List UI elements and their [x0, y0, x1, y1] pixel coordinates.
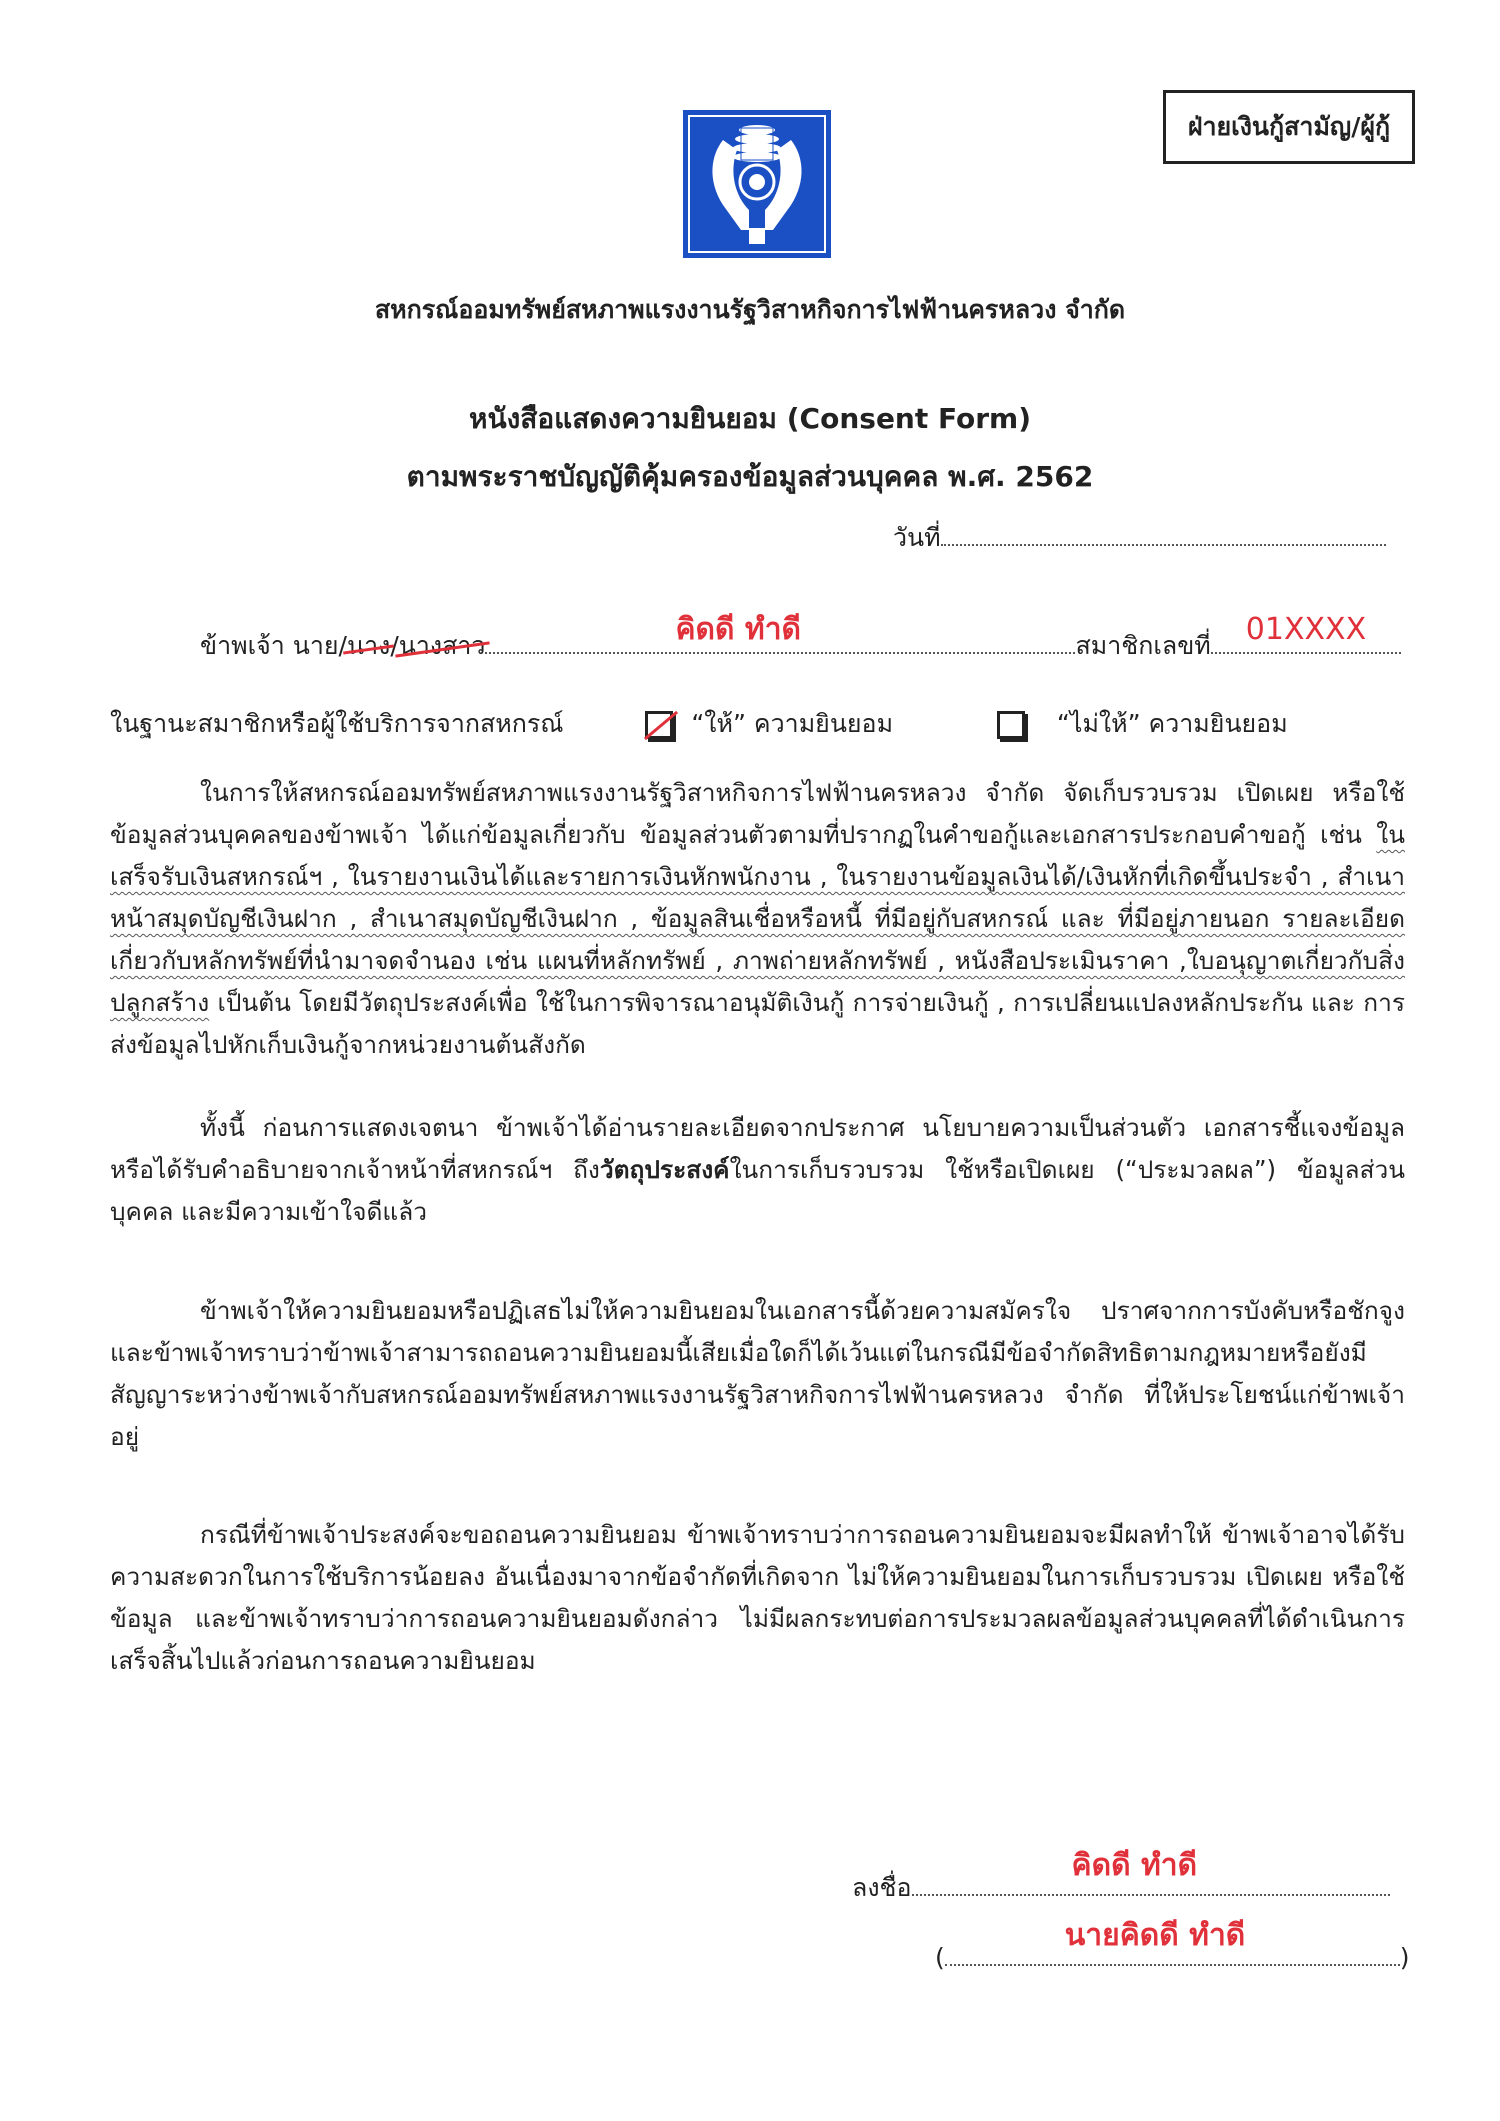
signature-field[interactable] [912, 1848, 1390, 1896]
struck-title-miss: นางสาว [399, 628, 486, 664]
paragraph-data-collection [110, 772, 1405, 1066]
handwritten-name: คิดดี ทำดี [675, 612, 802, 647]
consent-status-label: ในฐานะสมาชิกหรือผู้ใช้บริการจากสหกรณ์ [110, 709, 564, 738]
give-consent-checkbox[interactable] [645, 711, 673, 739]
date-row [893, 520, 1386, 556]
signature-row [852, 1848, 1390, 1906]
handwritten-signature: คิดดี ทำดี [1071, 1848, 1198, 1883]
form-title: หนังสือแสดงความยินยอม (Consent Form) [468, 402, 1032, 435]
handwritten-printed-name: นายคิดดี ทำดี [1064, 1918, 1246, 1953]
paragraph2-purpose-bold: วัตถุประสงค์ [599, 1155, 730, 1184]
applicant-row [200, 612, 1401, 664]
paragraph1-purpose: เป็นต้น โดยมีวัตถุประสงค์เพื่อ ใช้ในการพิจารณาอนุมัติเงินกู้ การจ่ายเงินกู้ , การเปลี่ยนแปลงหลักประกัน และ การส่งข้อมูลไปหักเก็บเงินกู้จากหน่วยงานต้นสังกัด [110, 988, 1405, 1059]
consent-row [110, 706, 1288, 742]
open-paren: ( [935, 1943, 945, 1972]
date-field[interactable] [941, 522, 1386, 546]
handwritten-member-number: 01XXXX [1245, 612, 1367, 647]
close-paren: ) [1399, 1943, 1410, 1972]
paragraph1-examples: ในเสร็จรับเงินสหกรณ์ฯ , ในรายงานเงินได้และรายการเงินหักพนักงาน , ในรายงานข้อมูลเงินได้/เงินหักที่เกิดขึ้นประจำ , สำเนาหน้าสมุดบัญชีเงินฝาก , สำเนาสมุดบัญชีเงินฝาก , ข้อมูลสินเชื่อหรือหนี้ ที่มีอยู่กับสหกรณ์ และ ที่มีอยู่ภายนอก รายละเอียดเกี่ยวกับหลักทรัพย์ที่นำมาจดจำนอง เช่น แผนที่หลักทรัพย์ , ภาพถ่ายหลักทรัพย์ , หนังสือประเมินราคา ,ใบอนุญาตเกี่ยวกับสิ่งปลูกสร้าง [110, 820, 1405, 1017]
printed-name-field[interactable] [945, 1918, 1400, 1966]
deny-consent-checkbox[interactable] [997, 711, 1025, 739]
paragraph2-after: ในการเก็บรวบรวม ใช้หรือเปิดเผย (“ประมวลผล”) ข้อมูลส่วนบุคคล และมีความเข้าใจดีแล้ว [110, 1155, 1405, 1226]
paragraph-acknowledgement [110, 1107, 1405, 1233]
cooperative-logo-icon [683, 110, 831, 258]
struck-title-mrs: นาง [347, 628, 390, 664]
organization-name: สหกรณ์ออมทรัพย์สหภาพแรงงานรัฐวิสาหกิจการไฟฟ้านครหลวง จำกัด [374, 295, 1126, 324]
name-field[interactable] [485, 612, 1075, 654]
paragraph-voluntary-consent: ข้าพเจ้าให้ความยินยอมหรือปฏิเสธไม่ให้ความยินยอมในเอกสารนี้ด้วยความสมัครใจ ปราศจากการบังคับหรือชักจูง และข้าพเจ้าทราบว่าข้าพเจ้าสามารถถอนความยินยอมนี้เสียเมื่อใดก็ได้เว้นแต่ในกรณีมีข้อจำกัดสิทธิตามกฎหมายหรือยังมีสัญญาระหว่างข้าพเจ้ากับสหกรณ์ออมทรัพย์สหภาพแรงงานรัฐวิสาหกิจการไฟฟ้านครหลวง จำกัด ที่ให้ประโยชน์แก่ข้าพเจ้าอยู่ [110, 1296, 1405, 1451]
printed-name-row [935, 1918, 1410, 1976]
member-number-field[interactable] [1211, 612, 1401, 654]
date-label: วันที่ [893, 523, 941, 552]
member-number-label: สมาชิกเลขที่ [1075, 631, 1211, 660]
give-consent-label: “ให้” ความยินยอม [691, 709, 894, 738]
form-subtitle: ตามพระราชบัญญัติคุ้มครองข้อมูลส่วนบุคคล พ.ศ. 2562 [406, 460, 1094, 493]
paragraph-withdrawal: กรณีที่ข้าพเจ้าประสงค์จะขอถอนความยินยอม ข้าพเจ้าทราบว่าการถอนความยินยอมจะมีผลทำให้ ข้าพเจ้าอาจได้รับความสะดวกในการใช้บริการน้อยลง อันเนื่องมาจากข้อจำกัดที่เกิดจาก ไม่ให้ความยินยอมในการเก็บรวบรวม เปิดเผย หรือใช้ข้อมูล และข้าพเจ้าทราบว่าการถอนความยินยอมดังกล่าว ไม่มีผลกระทบต่อการประมวลผลข้อมูลส่วนบุคคลที่ได้ดำเนินการเสร็จสิ้นไปแล้วก่อนการถอนความยินยอม [110, 1520, 1405, 1675]
paragraph1-intro: ในการให้สหกรณ์ออมทรัพย์สหภาพแรงงานรัฐวิสาหกิจการไฟฟ้านครหลวง จำกัด จัดเก็บรวบรวม เปิดเผย หรือใช้ข้อมูลส่วนบุคคลของข้าพเจ้า ได้แก่ข้อมูลเกี่ยวกับ ข้อมูลส่วนตัวตามที่ปรากฏในคำขอกู้และเอกสารประกอบคำขอกู้ เช่น [110, 778, 1405, 849]
deny-consent-label: “ไม่ให้” ความยินยอม [1056, 709, 1288, 738]
title-separator: / [390, 631, 399, 660]
paragraph2-before: ทั้งนี้ ก่อนการแสดงเจตนา ข้าพเจ้าได้อ่านรายละเอียดจากประกาศ นโยบายความเป็นส่วนตัว เอกสารชี้แจงข้อมูล หรือได้รับคำอธิบายจากเจ้าหน้าที่สหกรณ์ฯ ถึง [110, 1113, 1405, 1184]
department-label: ฝ่ายเงินกู้สามัญ/ผู้กู้ [1163, 90, 1415, 164]
signature-label: ลงชื่อ [852, 1873, 912, 1902]
applicant-prefix-label: ข้าพเจ้า นาย/ [200, 631, 347, 660]
